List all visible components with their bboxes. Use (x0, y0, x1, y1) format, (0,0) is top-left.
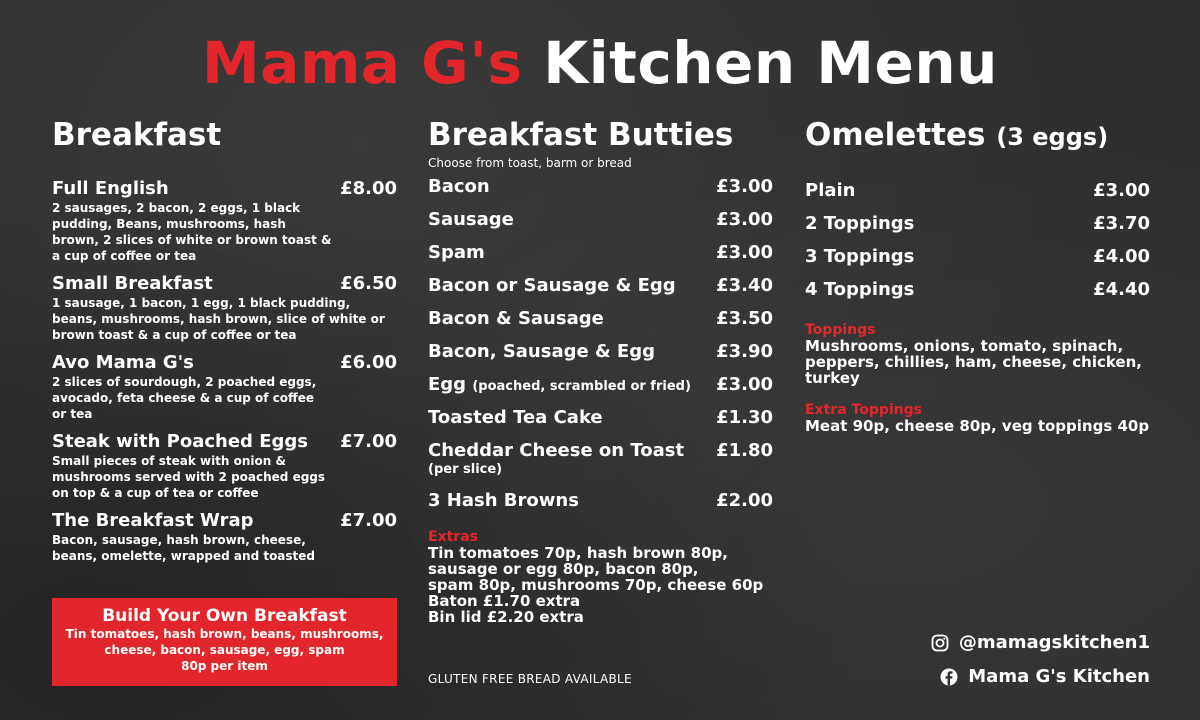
item-price: £7.00 (340, 431, 397, 452)
menu-item (428, 374, 773, 407)
facebook-text: Mama G's Kitchen (968, 666, 1150, 687)
menu-item (805, 279, 1150, 312)
item-name: Bacon (428, 176, 490, 197)
extras-line: Tin tomatoes 70p, hash brown 80p, (428, 544, 728, 562)
menu-item (428, 490, 773, 523)
item-name: Bacon, Sausage & Egg (428, 341, 655, 362)
omelettes-heading-text: Omelettes (805, 117, 986, 153)
item-desc: 1 sausage, 1 bacon, 1 egg, 1 black pudding, beans, mushrooms, hash brown, slice of white or brown toast & a cup of coffee or tea (52, 296, 385, 342)
menu-item (52, 273, 397, 343)
item-name-text: Egg (428, 374, 467, 395)
menu-item (52, 352, 397, 422)
instagram-icon (931, 634, 949, 652)
item-price: £4.40 (1093, 279, 1150, 300)
item-name: Avo Mama G's (52, 352, 194, 373)
build-your-own-box (52, 598, 397, 686)
build-title: Build Your Own Breakfast (102, 606, 347, 626)
item-price: £4.00 (1093, 246, 1150, 267)
facebook-page[interactable] (940, 666, 1150, 687)
item-price: £3.00 (716, 242, 773, 263)
build-price: 80p per item (181, 659, 268, 673)
extras-line: Bin lid £2.20 extra (428, 608, 584, 626)
item-price: £6.50 (340, 273, 397, 294)
gluten-free-note: GLUTEN FREE BREAD AVAILABLE (428, 672, 632, 686)
item-name: Small Breakfast (52, 273, 213, 294)
instagram-text: @mamagskitchen1 (958, 632, 1150, 653)
item-name: Spam (428, 242, 485, 263)
extra-toppings-text: Meat 90p, cheese 80p, veg toppings 40p (805, 417, 1150, 435)
extras-line: sausage or egg 80p, bacon 80p, (428, 560, 699, 578)
item-price: £3.40 (716, 275, 773, 296)
item-price: £3.50 (716, 308, 773, 329)
butties-note: Choose from toast, barm or bread (428, 156, 632, 170)
item-desc: 2 sausages, 2 bacon, 2 eggs, 1 black pudding, Beans, mushrooms, hash brown, 2 slices of white or brown toast & a cup of coffee or tea (52, 201, 332, 263)
item-name: Sausage (428, 209, 514, 230)
toppings-label: Toppings (805, 322, 876, 338)
menu-item (52, 510, 397, 564)
item-paren: (poached, scrambled or fried) (472, 379, 691, 394)
item-name: Steak with Poached Eggs (52, 431, 308, 452)
butties-section (428, 112, 773, 625)
menu-item (805, 180, 1150, 213)
title-rest: Kitchen Menu (543, 29, 998, 97)
item-price: £8.00 (340, 178, 397, 199)
toppings-text: Mushrooms, onions, tomato, spinach, peppers, chillies, ham, cheese, chicken, turkey (805, 337, 1142, 387)
item-price: £3.00 (716, 209, 773, 230)
facebook-icon (940, 668, 958, 686)
menu-item (805, 213, 1150, 246)
menu-item (428, 341, 773, 374)
extra-toppings-label: Extra Toppings (805, 402, 922, 418)
item-desc: Bacon, sausage, hash brown, cheese, beans, omelette, wrapped and toasted (52, 533, 316, 563)
item-price: £3.70 (1093, 213, 1150, 234)
instagram-handle[interactable] (931, 632, 1150, 653)
omelettes-section (805, 112, 1150, 434)
item-name: Cheddar Cheese on Toast (428, 440, 685, 461)
menu-item (428, 176, 773, 209)
item-price: £1.80 (716, 440, 773, 461)
item-name: The Breakfast Wrap (52, 510, 254, 531)
breakfast-heading: Breakfast (52, 117, 222, 153)
butties-heading: Breakfast Butties (428, 117, 734, 153)
extras-line: Baton £1.70 extra (428, 592, 581, 610)
breakfast-section (52, 112, 397, 573)
menu-item (52, 431, 397, 501)
menu-item (428, 209, 773, 242)
item-name (428, 374, 691, 398)
menu-item (428, 308, 773, 341)
item-price: £7.00 (340, 510, 397, 531)
menu-item (428, 275, 773, 308)
item-price: £3.00 (716, 374, 773, 395)
item-price: £2.00 (716, 490, 773, 511)
menu-item (52, 178, 397, 264)
menu-item (805, 246, 1150, 279)
menu-item (428, 242, 773, 275)
item-price: £3.90 (716, 341, 773, 362)
extras-label: Extras (428, 529, 478, 545)
item-note: (per slice) (428, 462, 503, 477)
item-name: 2 Toppings (805, 213, 915, 234)
build-desc: Tin tomatoes, hash brown, beans, mushrooms, cheese, bacon, sausage, egg, spam (65, 627, 384, 657)
title-brand: Mama G's (202, 29, 523, 97)
extras-line: spam 80p, mushrooms 70p, cheese 60p (428, 576, 764, 594)
item-price: £6.00 (340, 352, 397, 373)
item-desc: Small pieces of steak with onion & mushrooms served with 2 poached eggs on top & a cup of tea or coffee (52, 454, 326, 500)
item-name: 4 Toppings (805, 279, 915, 300)
item-desc: 2 slices of sourdough, 2 poached eggs, avocado, feta cheese & a cup of coffee or tea (52, 375, 317, 421)
item-name: Full English (52, 178, 169, 199)
omelettes-heading-sub: (3 eggs) (996, 123, 1109, 151)
item-price: £3.00 (716, 176, 773, 197)
item-name: 3 Hash Browns (428, 490, 579, 511)
item-name: Toasted Tea Cake (428, 407, 603, 428)
menu-item (428, 407, 773, 440)
menu-item (428, 440, 773, 490)
item-name: 3 Toppings (805, 246, 915, 267)
item-price: £1.30 (716, 407, 773, 428)
item-name: Bacon & Sausage (428, 308, 604, 329)
item-name: Plain (805, 180, 856, 201)
item-price: £3.00 (1093, 180, 1150, 201)
omelettes-heading (805, 112, 1150, 160)
page-title (0, 26, 1200, 100)
item-name: Bacon or Sausage & Egg (428, 275, 676, 296)
